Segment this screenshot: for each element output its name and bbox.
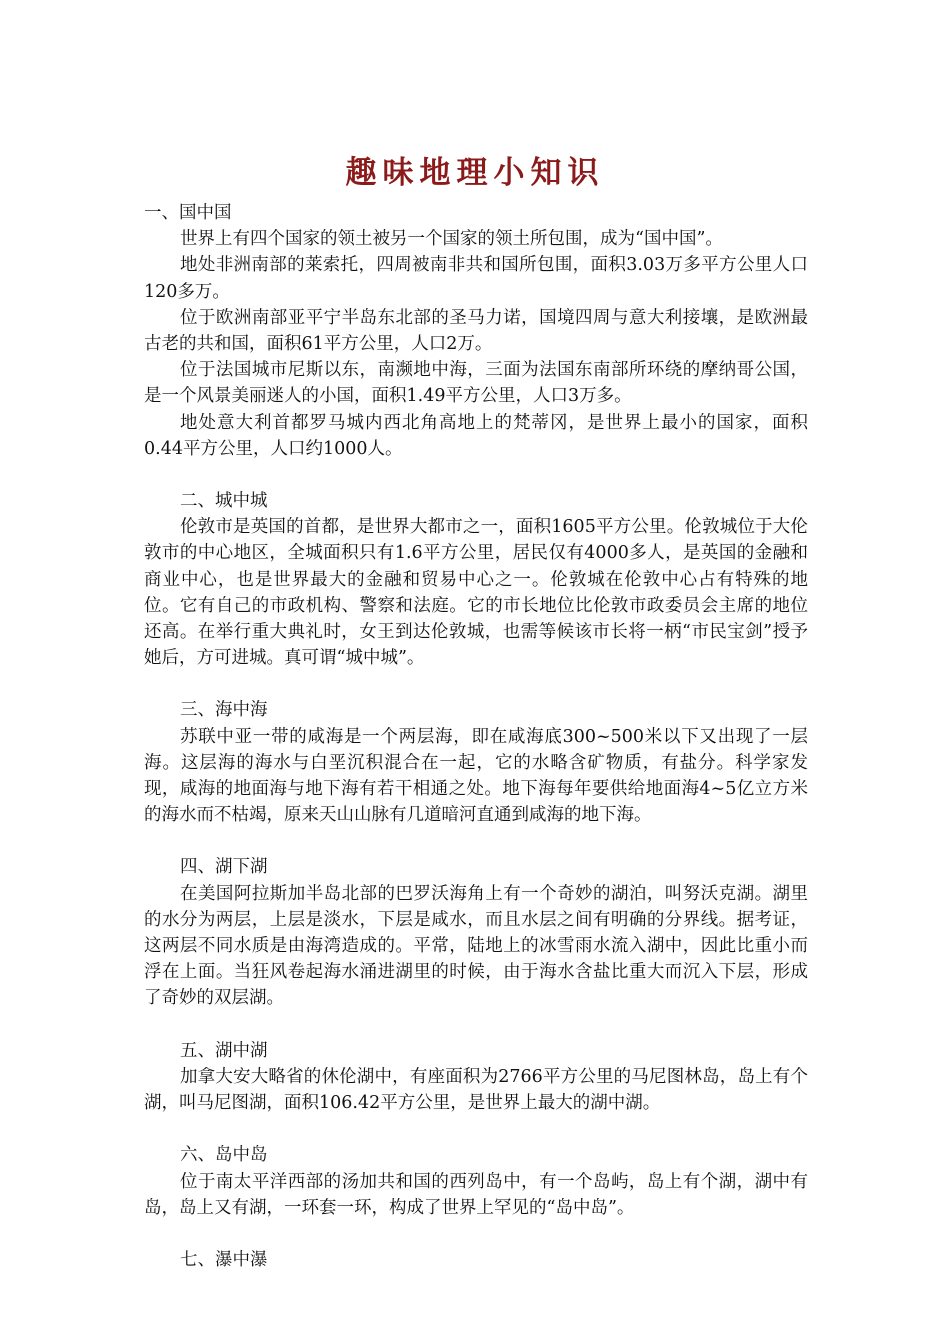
document-body <box>144 200 808 1273</box>
section-city-in-city <box>144 488 808 671</box>
section-heading: 六、岛中岛 <box>180 1145 268 1166</box>
section-paragraph: 位于欧洲南部亚平宁半岛东北部的圣马力诺，国境四周与意大利接壤，是欧洲最古老的共和国，面积61平方公里，人口2万。 <box>144 307 808 355</box>
section-lake-under-lake <box>144 854 808 1011</box>
section-island-in-island <box>144 1142 808 1221</box>
section-heading: 七、瀑中瀑 <box>180 1249 268 1270</box>
section-paragraph: 地处非洲南部的莱索托，四周被南非共和国所包围，面积3.03万多平方公里人口120多万。 <box>144 255 808 302</box>
section-country-in-country <box>144 200 808 462</box>
section-heading: 四、湖下湖 <box>180 857 268 878</box>
section-paragraph: 加拿大安大略省的休伦湖中，有座面积为2766平方公里的马尼图林岛，岛上有个湖，叫马尼图湖，面积106.42平方公里，是世界上最大的湖中湖。 <box>144 1066 808 1114</box>
section-paragraph: 苏联中亚一带的咸海是一个两层海，即在咸海底300~500米以下又出现了一层海。这层海的海水与白垩沉积混合在一起，它的水略含矿物质，有盐分。科学家发现，咸海的地面海与地下海有若干相通之处。地下海每年要供给地面海4~5亿立方米的海水而不枯竭，原来天山山脉有几道暗河直通到咸海的地下海。 <box>144 726 808 826</box>
section-heading: 一、国中国 <box>144 203 232 223</box>
section-heading: 五、湖中湖 <box>180 1040 268 1061</box>
section-waterfall-in-waterfall <box>144 1247 808 1273</box>
page-title: 趣味地理小知识 <box>345 154 605 191</box>
section-paragraph: 位于法国城市尼斯以东，南濒地中海，三面为法国东南部所环绕的摩纳哥公国，是一个风景美丽迷人的小国，面积1.49平方公里，人口3万多。 <box>144 360 808 407</box>
section-heading: 三、海中海 <box>180 700 268 721</box>
section-paragraph: 位于南太平洋西部的汤加共和国的西列岛中，有一个岛屿，岛上有个湖，湖中有岛，岛上又有湖，一环套一环，构成了世界上罕见的“岛中岛”。 <box>144 1171 808 1218</box>
section-paragraph: 地处意大利首都罗马城内西北角高地上的梵蒂冈，是世界上最小的国家，面积0.44平方公里，人口约1000人。 <box>144 412 808 459</box>
section-sea-in-sea <box>144 697 808 828</box>
section-paragraph: 在美国阿拉斯加半岛北部的巴罗沃海角上有一个奇妙的湖泊，叫努沃克湖。湖里的水分为两层，上层是淡水，下层是咸水，而且水层之间有明确的分界线。据考证，这两层不同水质是由海湾造成的。平常，陆地上的冰雪雨水流入湖中，因此比重小而浮在上面。当狂风卷起海水涌进湖里的时候，由于海水含盐比重大而沉入下层，形成了奇妙的双层湖。 <box>144 883 808 1009</box>
section-heading: 二、城中城 <box>180 491 268 512</box>
section-paragraph: 伦敦市是英国的首都，是世界大都市之一，面积1605平方公里。伦敦城位于大伦敦市的中心地区，全城面积只有1.6平方公里，居民仅有4000多人，是英国的金融和商业中心，也是世界最大的金融和贸易中心之一。伦敦城在伦敦中心占有特殊的地位。它有自己的市政机构、警察和法庭。它的市长地位比伦敦市政委员会主席的地位还高。在举行重大典礼时，女王到达伦敦城，也需等候该市长将一柄“市民宝剑”授予她后，方可进城。真可谓“城中城”。 <box>144 517 808 669</box>
section-lake-in-lake <box>144 1038 808 1117</box>
section-paragraph: 世界上有四个国家的领土被另一个国家的领土所包围，成为“国中国”。 <box>180 229 723 250</box>
